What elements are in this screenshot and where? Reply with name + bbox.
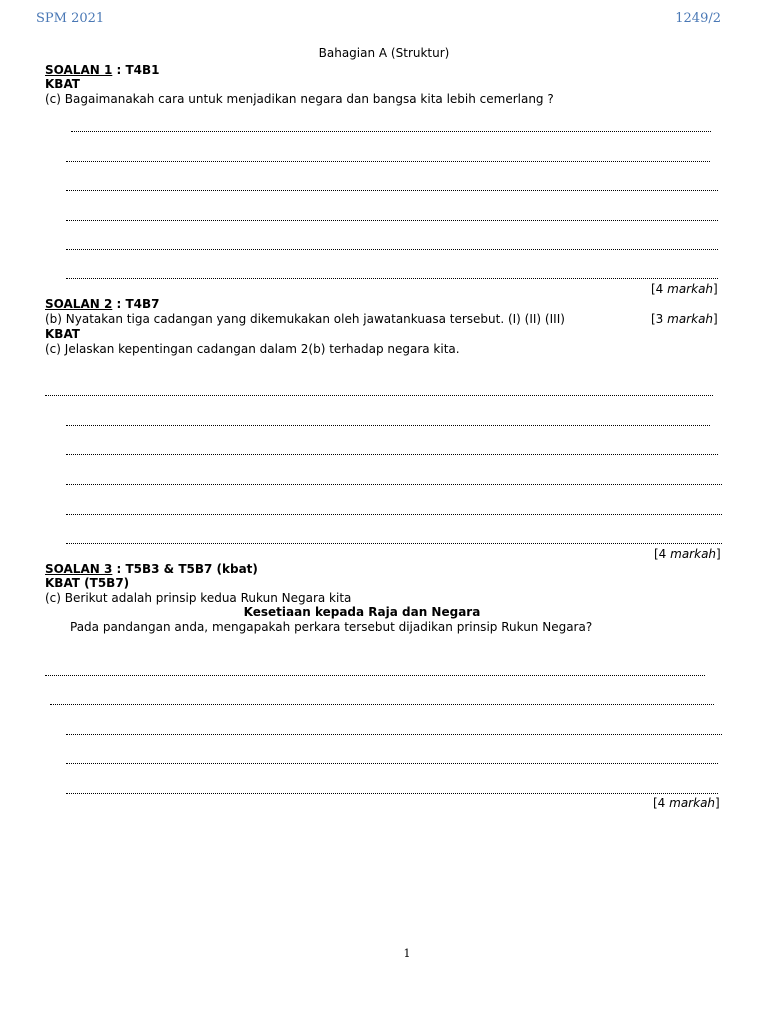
q1-heading — [45, 63, 160, 77]
q3-answer-line-3[interactable] — [66, 724, 722, 735]
q1-kbat: KBAT — [45, 77, 80, 91]
q1-answer-line-2[interactable] — [66, 151, 710, 162]
q3-prompt: Pada pandangan anda, mengapakah perkara tersebut dijadikan prinsip Rukun Negara? — [70, 620, 593, 634]
q3-principle: Kesetiaan kepada Raja dan Negara — [243, 605, 481, 619]
q3-kbat: KBAT (T5B7) — [45, 576, 130, 590]
paper-code: 1249/2 — [675, 11, 721, 26]
q1-question: (c) Bagaimanakah cara untuk menjadikan negara dan bangsa kita lebih cemerlang ? — [45, 92, 554, 106]
q1-code: : T4B1 — [112, 63, 160, 77]
q2-question-c: (c) Jelaskan kepentingan cadangan dalam 2(b) terhadap negara kita. — [45, 342, 460, 356]
q2-answer-line-3[interactable] — [66, 444, 718, 455]
q1-answer-line-4[interactable] — [66, 210, 718, 221]
q1-label: SOALAN 1 — [45, 63, 113, 77]
q2-marks-b: [3 markah] — [651, 312, 718, 326]
q2-answer-line-5[interactable] — [66, 504, 722, 515]
q2-marks-c: [4 markah] — [654, 547, 721, 561]
q3-label: SOALAN 3 — [45, 562, 113, 576]
q2-label: SOALAN 2 — [45, 297, 113, 311]
q1-answer-line-3[interactable] — [66, 180, 718, 191]
q2-answer-line-6[interactable] — [66, 533, 722, 544]
q3-marks: [4 markah] — [653, 796, 720, 810]
q2-heading — [45, 297, 160, 311]
page-number: 1 — [403, 947, 411, 960]
q2-code: : T4B7 — [112, 297, 160, 311]
q3-code: : T5B3 & T5B7 (kbat) — [112, 562, 258, 576]
q3-heading — [45, 562, 258, 576]
section-title: Bahagian A (Struktur) — [318, 46, 450, 60]
q3-answer-line-1[interactable] — [45, 665, 705, 676]
q2-question-b: (b) Nyatakan tiga cadangan yang dikemukakan oleh jawatankuasa tersebut. (I) (II) (III) — [45, 312, 565, 326]
q3-answer-line-2[interactable] — [50, 694, 714, 705]
q1-marks: [4 markah] — [651, 282, 718, 296]
q2-answer-line-2[interactable] — [66, 415, 710, 426]
q3-question: (c) Berikut adalah prinsip kedua Rukun Negara kita — [45, 591, 352, 605]
exam-title: SPM 2021 — [36, 11, 105, 26]
q1-answer-line-6[interactable] — [66, 268, 718, 279]
q2-kbat: KBAT — [45, 327, 80, 341]
q1-answer-line-1[interactable] — [71, 121, 711, 132]
q2-answer-line-1[interactable] — [45, 385, 713, 396]
q3-answer-line-4[interactable] — [66, 753, 718, 764]
q3-answer-line-5[interactable] — [66, 783, 718, 794]
q1-answer-line-5[interactable] — [66, 239, 718, 250]
q2-answer-line-4[interactable] — [66, 474, 722, 485]
